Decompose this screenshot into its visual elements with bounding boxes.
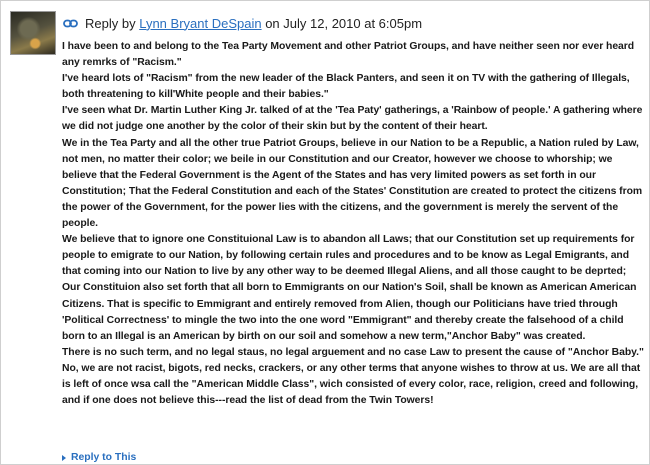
author-link[interactable]: Lynn Bryant DeSpain — [139, 15, 262, 31]
comment-paragraph: I have been to and belong to the Tea Party Movement and other Patriot Groups, and have neither seen nor ever heard any remrks of "Racism." — [62, 41, 635, 69]
comment-date: on July 12, 2010 at 6:05pm — [265, 15, 423, 31]
comment-paragraph: I've heard lots of "Racism" from the new leader of the Black Panters, and seen it on TV with the gathering of Illegals, both threatening to kill'White people and their babies." — [62, 73, 630, 101]
triangle-right-icon — [62, 455, 66, 461]
comment-paragraph: No, we are not racist, bigots, red necks, crackers, or any other terms that anyone wishes to throw at us. We are all that is left of once wsa call the "American Middle Class", wich consisted of every color, race, religion, creed and following, and if one does not believe this---read the list of dead from the Twin Towers! — [62, 362, 641, 407]
comment-header — [63, 14, 422, 32]
reply-by-label: Reply by — [85, 15, 136, 31]
comment-paragraph: I've seen what Dr. Martin Luther King Jr. talked of at the 'Tea Paty' gatherings, a 'Rainbow of people.' A gathering where we did not judge one another by the color of their skin but by the content of their heart. — [62, 105, 643, 133]
comment-paragraph: There is no such term, and no legal staus, no legal arguement and no case Law to present the cause of "Anchor Baby." — [62, 346, 644, 358]
reply-to-this-link[interactable] — [62, 452, 136, 463]
user-avatar[interactable] — [10, 11, 56, 55]
reply-label[interactable]: Reply to This — [71, 452, 137, 463]
comment-body — [62, 39, 647, 409]
link-icon[interactable] — [63, 19, 78, 28]
comment-paragraph: We believe that to ignore one Constituional Law is to abandon all Laws; that our Constitution set up requirements for people to emigrate to our Nation, by following certain rules and procedures and to be know as Legal Emigrants, and that coming into our Nation to live by any other way to be deemed Illegal Aliens, and all those caught to be deprted; Our Constituion also set forth that all born to Emmigrants on our Nation's Soil, shall be known as American American Citizens. That is specific to Emmigrant and entirely removed from Alien, though our Politicians have tried through 'Political Correctness' to mingle the two into the one word "Emmigrant" and thereby create the falsehood of a child born to an Illegal is an American by birth on our soil and somehow a new term,"Anchor Baby" was created. — [62, 234, 637, 342]
comment-paragraph: We in the Tea Party and all the other true Patriot Groups, believe in our Nation to be a Republic, a Nation ruled by Law, not men, no matter their color; we beile in our Constitution and our Creator, however we choose to whorship; we believe that the Federal Government is the Agent of the States and has very limited powers as set forth in our Constitution; That the Federal Constitution and each of the States' Constitution are created to protect the citizens from the power of the Government, for the power lies with the citizens, and the government is merely the servent of the people. — [62, 137, 643, 230]
